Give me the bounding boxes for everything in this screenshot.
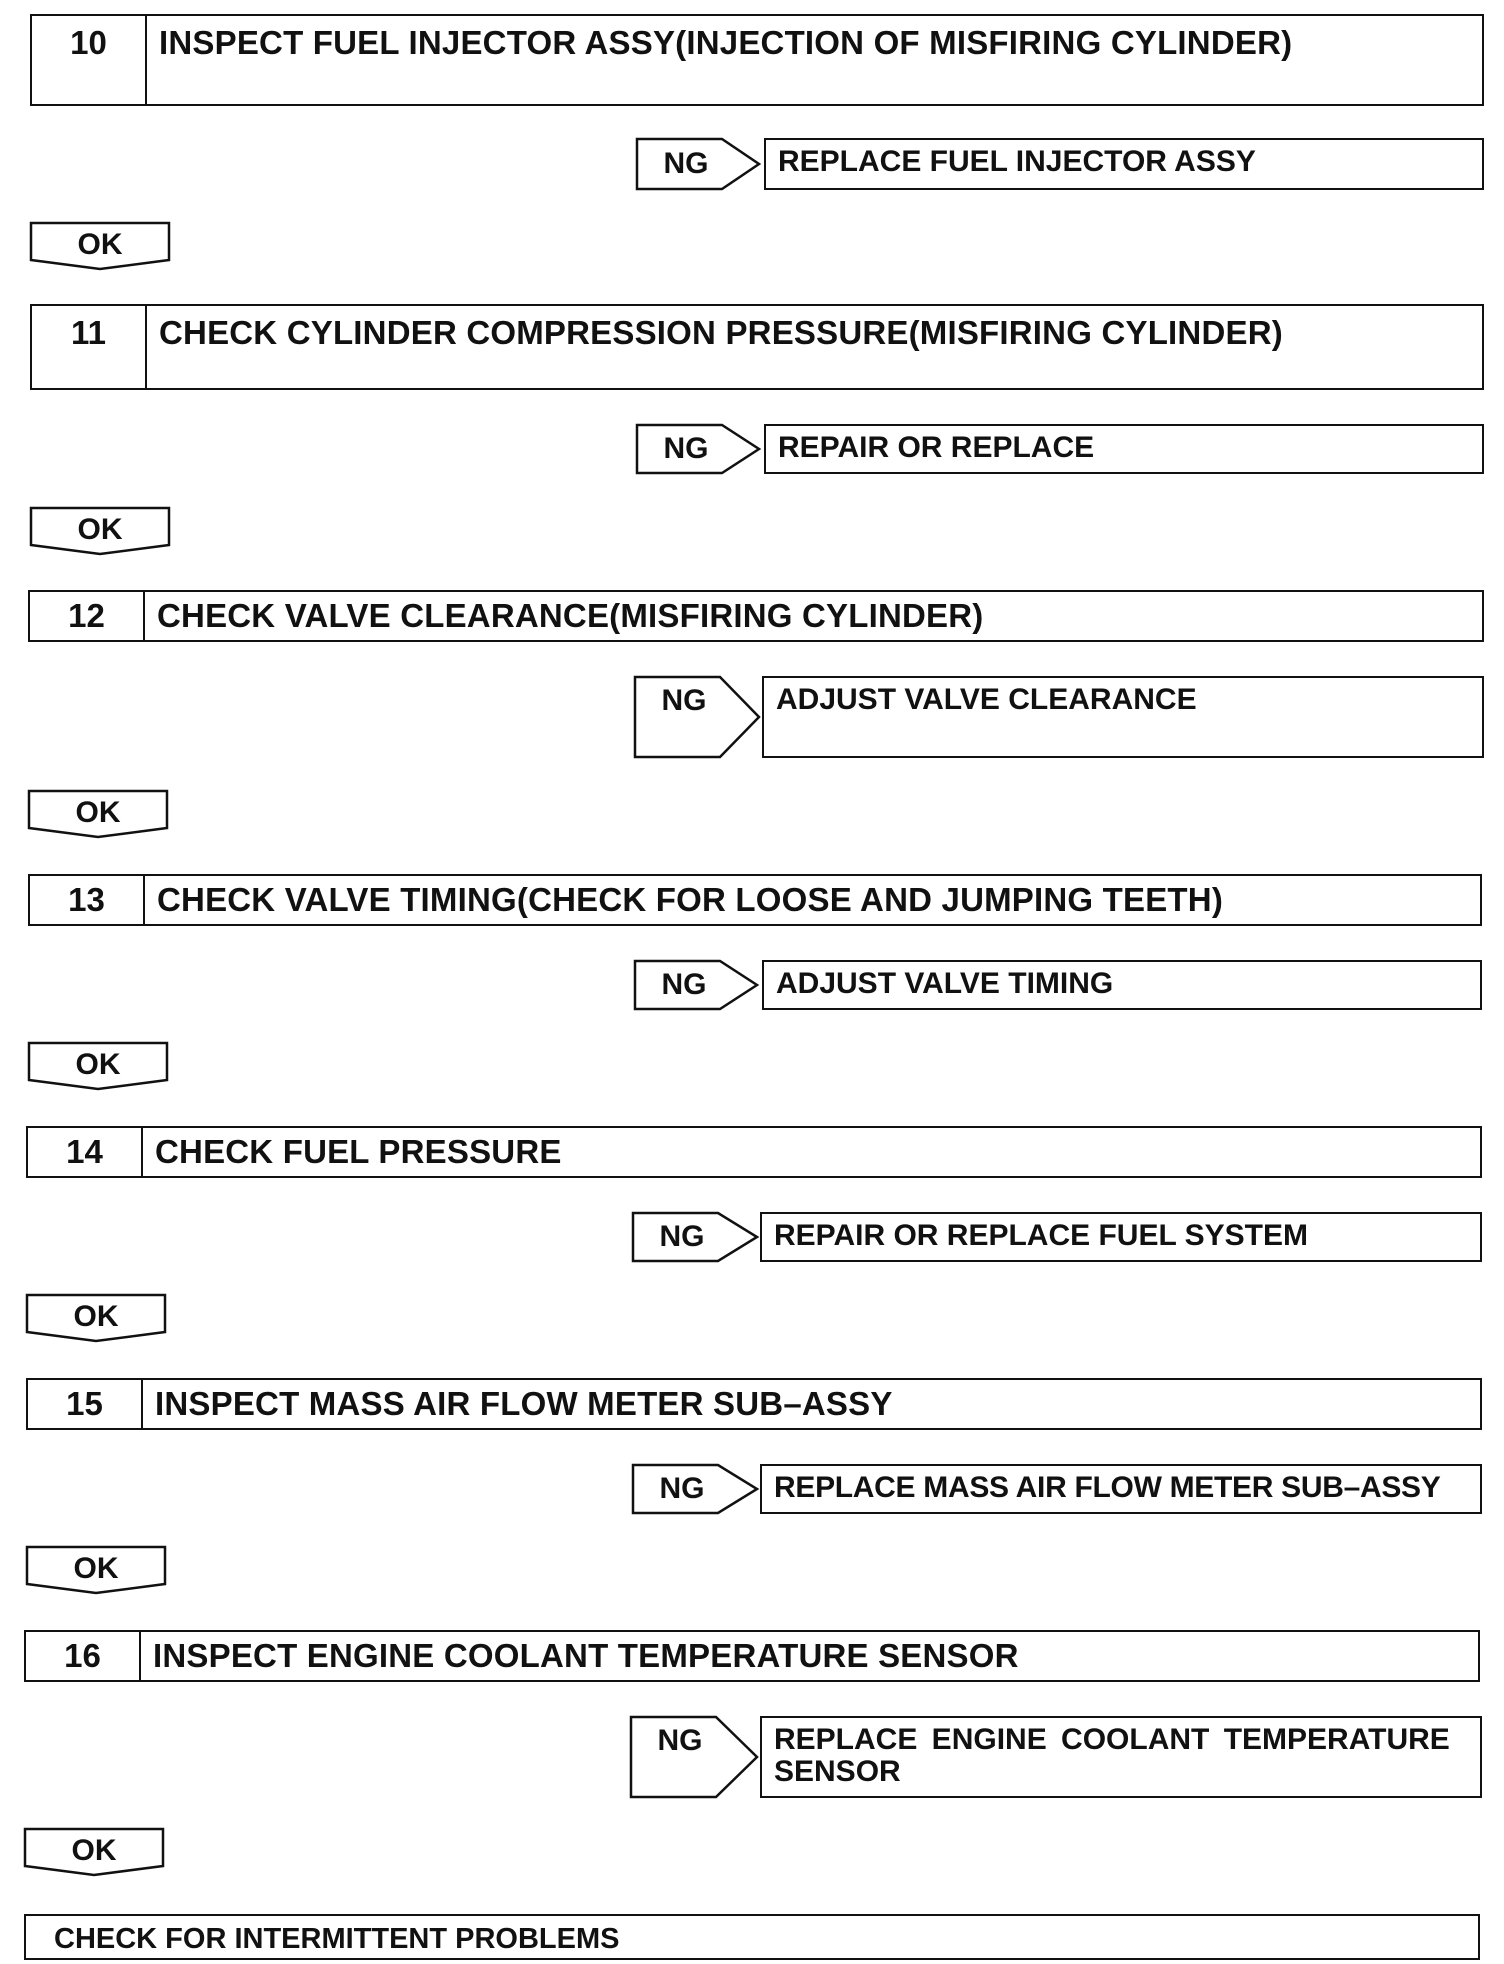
ok-connector xyxy=(24,1828,164,1876)
repair-action-box: ADJUST VALVE TIMING xyxy=(762,960,1482,1010)
repair-action-box: REPLACE ENGINE COOLANT TEMPERATURE SENSOR xyxy=(760,1716,1482,1798)
ok-label: OK xyxy=(73,1552,119,1585)
ng-label: NG xyxy=(661,968,707,1001)
ng-label: NG xyxy=(659,1220,705,1253)
ok-connector xyxy=(26,1294,166,1342)
ng-arrow xyxy=(634,676,760,758)
step-number: 13 xyxy=(30,876,145,924)
ng-label: NG xyxy=(663,147,709,180)
step-title: CHECK FUEL PRESSURE xyxy=(155,1133,562,1170)
ng-arrow xyxy=(632,1464,758,1514)
repair-action-box: REPLACE MASS AIR FLOW METER SUB–ASSY xyxy=(760,1464,1482,1514)
ok-label: OK xyxy=(71,1834,117,1867)
final-step-box: CHECK FOR INTERMITTENT PROBLEMS xyxy=(24,1914,1480,1960)
step-number: 11 xyxy=(32,306,147,388)
ng-arrow xyxy=(636,424,760,474)
ok-connector xyxy=(28,1042,168,1090)
ok-label: OK xyxy=(77,513,123,546)
repair-action-box: ADJUST VALVE CLEARANCE xyxy=(762,676,1484,758)
repair-action-box: REPLACE FUEL INJECTOR ASSY xyxy=(764,138,1484,190)
step-number: 10 xyxy=(32,16,147,104)
ok-label: OK xyxy=(75,1048,121,1081)
repair-action-box: REPAIR OR REPLACE xyxy=(764,424,1484,474)
ng-label: NG xyxy=(661,684,707,717)
step-box xyxy=(28,874,1482,926)
step-title: INSPECT FUEL INJECTOR ASSY(INJECTION OF MISFIRING CYLINDER) xyxy=(159,24,1293,61)
ng-arrow xyxy=(634,960,758,1010)
step-number: 16 xyxy=(26,1632,141,1680)
step-number: 14 xyxy=(28,1128,143,1176)
step-title: INSPECT ENGINE COOLANT TEMPERATURE SENSOR xyxy=(153,1637,1019,1674)
ng-label: NG xyxy=(657,1724,703,1757)
repair-action-box: REPAIR OR REPLACE FUEL SYSTEM xyxy=(760,1212,1482,1262)
ok-connector xyxy=(26,1546,166,1594)
step-box xyxy=(26,1378,1482,1430)
ng-label: NG xyxy=(659,1472,705,1505)
ng-arrow xyxy=(630,1716,758,1798)
step-number: 15 xyxy=(28,1380,143,1428)
ok-label: OK xyxy=(77,228,123,261)
ok-connector xyxy=(30,222,170,270)
ng-arrow xyxy=(632,1212,758,1262)
step-box xyxy=(26,1126,1482,1178)
ng-arrow xyxy=(636,138,760,190)
step-box xyxy=(30,14,1484,106)
step-title: INSPECT MASS AIR FLOW METER SUB–ASSY xyxy=(155,1385,893,1422)
ok-label: OK xyxy=(75,796,121,829)
step-number: 12 xyxy=(30,592,145,640)
ok-label: OK xyxy=(73,1300,119,1333)
step-box xyxy=(28,590,1484,642)
ok-connector xyxy=(28,790,168,838)
step-title: CHECK VALVE CLEARANCE(MISFIRING CYLINDER) xyxy=(157,597,984,634)
step-box xyxy=(24,1630,1480,1682)
ok-connector xyxy=(30,507,170,555)
step-title: CHECK CYLINDER COMPRESSION PRESSURE(MISFIRING CYLINDER) xyxy=(159,314,1283,351)
ng-label: NG xyxy=(663,432,709,465)
step-title: CHECK VALVE TIMING(CHECK FOR LOOSE AND JUMPING TEETH) xyxy=(157,881,1224,918)
step-box xyxy=(30,304,1484,390)
